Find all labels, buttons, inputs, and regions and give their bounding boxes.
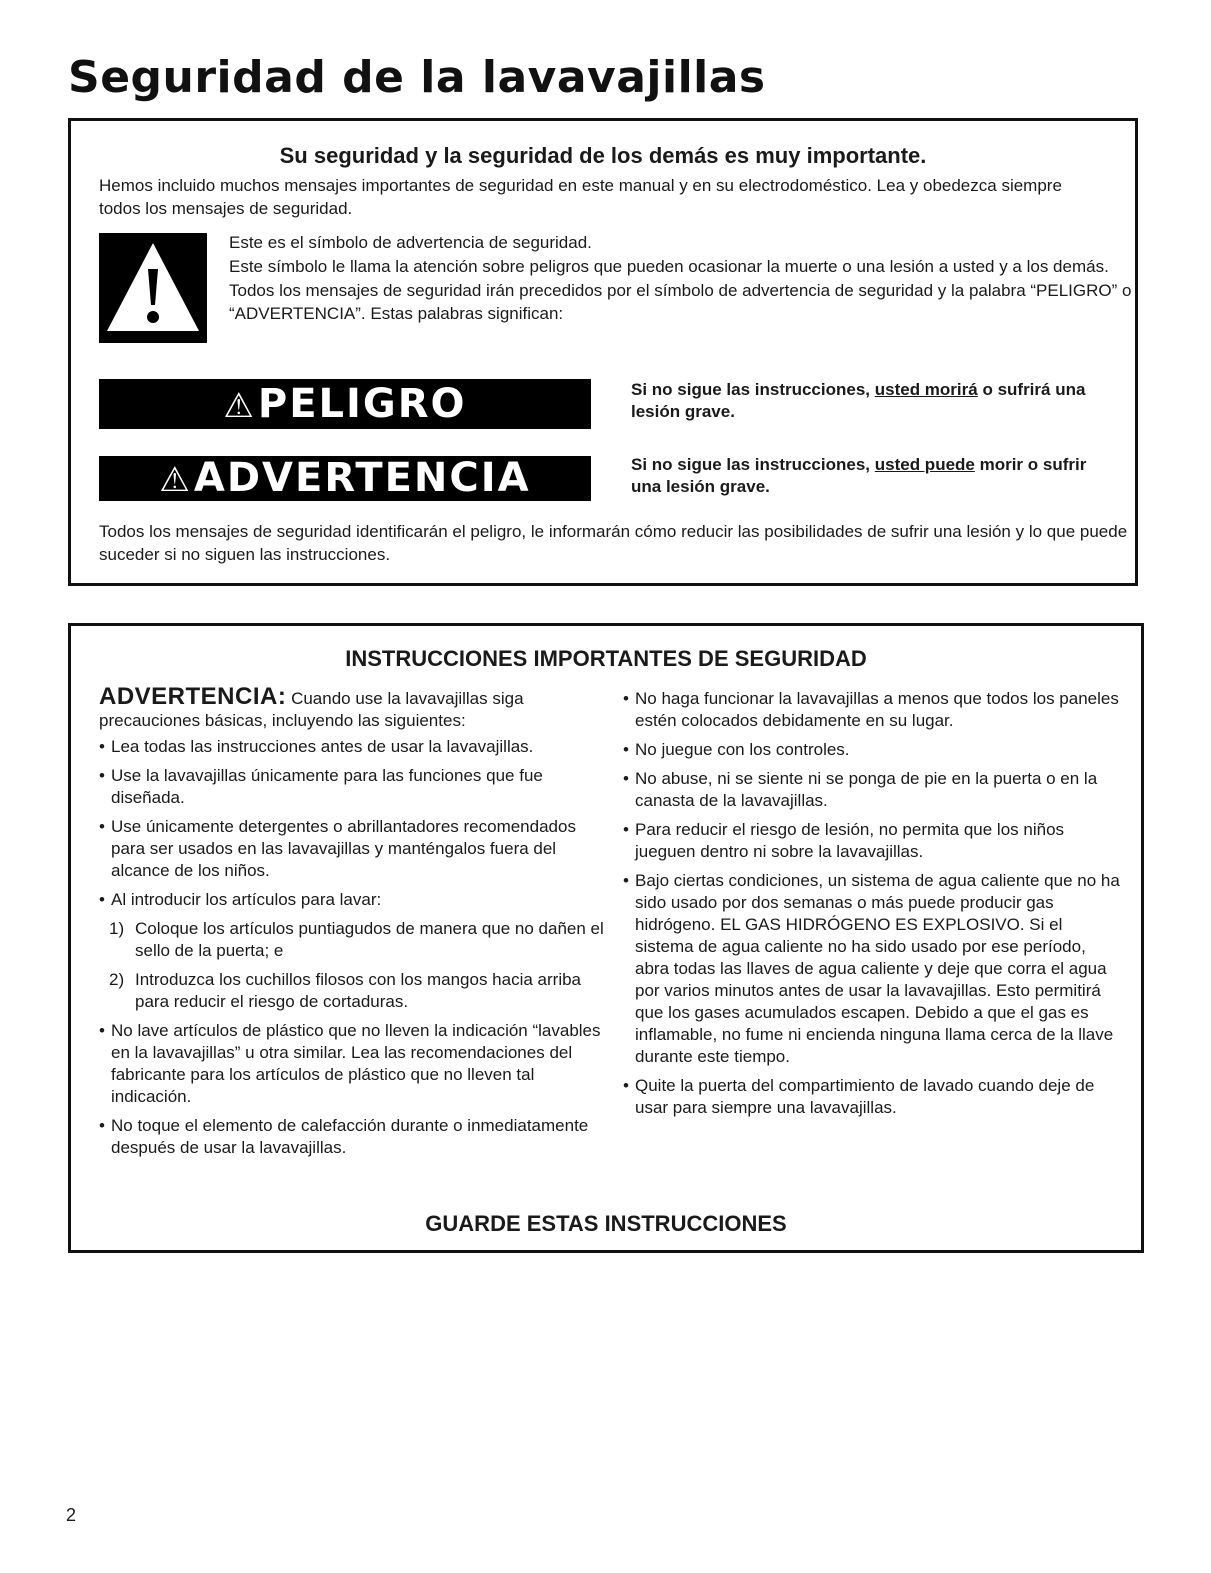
warning-description: [631, 454, 1101, 498]
item-text: Introduzca los cuchillos filosos con los mangos hacia arriba para reducir el riesgo de cortaduras.: [135, 970, 582, 1011]
item-number: 2): [109, 970, 125, 989]
page-title: Seguridad de la lavavajillas: [68, 52, 766, 103]
list-item: • Al introducir los artículos para lavar:: [99, 889, 609, 911]
page-number: 2: [66, 1505, 77, 1525]
list-item: • Para reducir el riesgo de lesión, no permita que los niños jueguen dentro ni sobre la lavavajillas.: [623, 819, 1123, 863]
list-item: • Bajo ciertas condiciones, un sistema de agua caliente que no ha sido usado por dos semanas o más puede producir gas hidrógeno. EL GAS HIDRÓGENO ES EXPLOSIVO. Si el sistema de agua caliente no ha sido usado por ese período, abra todas las llaves de agua caliente y deje que corra el agua por varios minutos antes de usar la lavavajillas. Esto permitirá que los gases acumulados escapen. Debido a que el gas es inflamable, no fume ni encienda ninguna llama cerca de la llave durante este tiempo.: [623, 870, 1123, 1068]
alert-triangle-icon: ⚠: [223, 386, 256, 426]
instructions-lead: [99, 683, 609, 732]
instructions-box: [68, 623, 1144, 1253]
danger-desc-suffix: o sufrirá una lesión grave.: [631, 380, 1086, 421]
danger-description: [631, 379, 1101, 423]
symbol-explanation: [229, 231, 1139, 326]
item-text: Coloque los artículos puntiagudos de manera que no dañen el sello de la puerta; e: [135, 919, 604, 960]
numbered-item: [109, 969, 609, 1013]
instructions-right-column: [623, 688, 1123, 1126]
danger-desc-emphasis: usted morirá: [874, 380, 978, 399]
list-item: • Use únicamente detergentes o abrillantadores recomendados para ser usados en las lavavajillas y manténgalos fuera del alcance de los niños.: [99, 816, 609, 882]
lead-text: Cuando use la lavavajillas siga precauciones básicas, incluyendo las siguientes:: [99, 689, 524, 730]
symbol-line: Todos los mensajes de seguridad irán precedidos por el símbolo de advertencia de seguridad y la palabra “PELIGRO” o “ADVERTENCIA”. Estas palabras significan:: [229, 281, 1132, 323]
warning-desc-prefix: Si no sigue las instrucciones,: [631, 455, 875, 474]
safety-notice-box: [68, 118, 1138, 586]
instructions-left-column: [99, 683, 609, 1166]
numbered-item: [109, 918, 609, 962]
list-item: • Quite la puerta del compartimiento de lavado cuando deje de usar para siempre una lavavajillas.: [623, 1075, 1123, 1119]
warning-triangle-icon: [99, 233, 207, 343]
warning-desc-emphasis: usted puede: [874, 455, 975, 474]
item-number: 1): [109, 919, 125, 938]
danger-signal-bar: [99, 379, 591, 429]
danger-label: PELIGRO: [257, 381, 467, 427]
safety-intro: Hemos incluido muchos mensajes importantes de seguridad en este manual y en su electrodoméstico. Lea y obedezca siempre todos los mensajes de seguridad.: [99, 176, 1062, 218]
safety-subtitle: Su seguridad y la seguridad de los demás es muy importante.: [279, 143, 927, 168]
warning-keyword: ADVERTENCIA:: [99, 683, 287, 710]
list-item: • Lea todas las instrucciones antes de usar la lavavajillas.: [99, 736, 609, 758]
warning-desc-suffix: morir o sufrir una lesión grave.: [631, 455, 1087, 496]
alert-triangle-icon: ⚠: [159, 460, 192, 500]
list-item: • No abuse, ni se siente ni se ponga de pie en la puerta o en la canasta de la lavavajillas.: [623, 768, 1123, 812]
save-instructions-note: GUARDE ESTAS INSTRUCCIONES: [425, 1211, 787, 1236]
instructions-heading: INSTRUCCIONES IMPORTANTES DE SEGURIDAD: [345, 646, 867, 671]
warning-signal-bar: [99, 456, 591, 501]
safety-closing: Todos los mensajes de seguridad identificarán el peligro, le informarán cómo reducir las posibilidades de sufrir una lesión y lo que puede suceder si no siguen las instrucciones.: [99, 522, 1128, 564]
symbol-line: Este es el símbolo de advertencia de seguridad.: [229, 233, 592, 252]
list-item: • No lave artículos de plástico que no lleven la indicación “lavables en la lavavajillas” u otra similar. Lea las recomendaciones del fabricante para los artículos de plástico que no lleven tal indicación.: [99, 1020, 609, 1108]
list-item: • Use la lavavajillas únicamente para las funciones que fue diseñada.: [99, 765, 609, 809]
list-item: • No juegue con los controles.: [623, 739, 1123, 761]
list-item: • No haga funcionar la lavavajillas a menos que todos los paneles estén colocados debidamente en su lugar.: [623, 688, 1123, 732]
warning-label: ADVERTENCIA: [193, 455, 531, 501]
danger-desc-prefix: Si no sigue las instrucciones,: [631, 380, 875, 399]
list-item: • No toque el elemento de calefacción durante o inmediatamente después de usar la lavavajillas.: [99, 1115, 609, 1159]
symbol-line: Este símbolo le llama la atención sobre peligros que pueden ocasionar la muerte o una lesión a usted y a los demás.: [229, 257, 1109, 276]
